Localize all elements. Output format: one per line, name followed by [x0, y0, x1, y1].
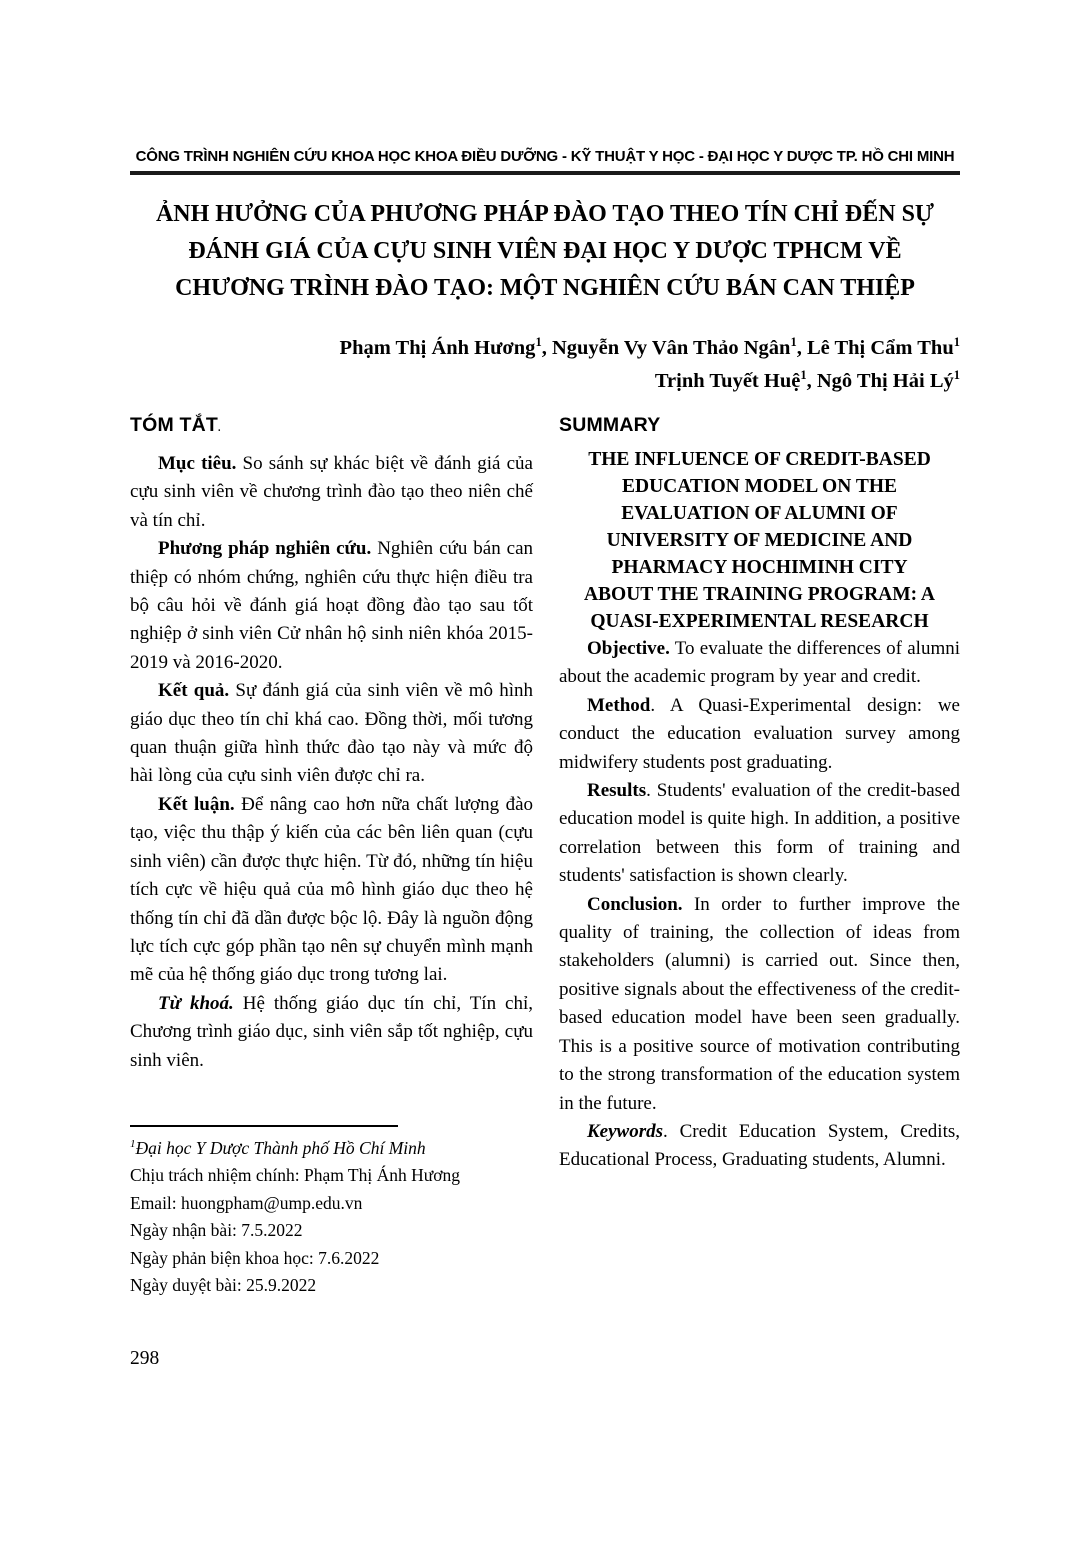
- author-superscript: 1: [790, 335, 797, 350]
- abstract-method-paragraph: [130, 535, 533, 677]
- paragraph-lead: Phương pháp nghiên cứu.: [158, 538, 372, 560]
- page-number: 298: [130, 1348, 160, 1369]
- summary-objective-paragraph: [559, 635, 960, 692]
- summary-method-paragraph: [559, 692, 960, 777]
- author-superscript: 1: [535, 335, 542, 350]
- abstract-heading-text: TÓM TẮT: [130, 414, 219, 436]
- summary-title-line: EDUCATION MODEL ON THE: [621, 476, 898, 497]
- paragraph-lead: Kết quả.: [158, 680, 230, 702]
- abstract-heading-dot: .: [218, 423, 221, 434]
- author-separator: ,: [541, 337, 552, 359]
- author-name: Ngô Thị Hải Lý: [816, 370, 954, 392]
- author-name: Phạm Thị Ánh Hương: [339, 337, 536, 359]
- abstract-heading: [130, 412, 533, 442]
- two-column-body: [130, 412, 960, 1300]
- summary-heading: SUMMARY: [559, 414, 661, 436]
- paragraph-lead: Results: [587, 780, 647, 802]
- footnote-received-date: Ngày nhận bài: 7.5.2022: [130, 1220, 303, 1241]
- author-separator: ,: [796, 337, 807, 359]
- header-rule: [130, 171, 960, 175]
- paragraph-text: . Students' evaluation of the credit-based education model is quite high. In addition, a positive correlation between this form of training and students' satisfaction is shown clearly.: [559, 780, 960, 887]
- author-name: Lê Thị Cẩm Thu: [806, 337, 954, 359]
- article-title-line: ẢNH HƯỞNG CỦA PHƯƠNG PHÁP ĐÀO TẠO THEO TÍN CHỈ ĐẾN SỰ: [155, 201, 935, 227]
- article-title-line: ĐÁNH GIÁ CỦA CỰU SINH VIÊN ĐẠI HỌC Y DƯỢC TPHCM VỀ: [188, 238, 902, 264]
- article-title-line: CHƯƠNG TRÌNH ĐÀO TẠO: MỘT NGHIÊN CỨU BÁN CAN THIỆP: [175, 275, 915, 301]
- abstract-conclusion-paragraph: [130, 791, 533, 990]
- author-name: Nguyễn Vy Vân Thảo Ngân: [551, 337, 791, 359]
- summary-column: [559, 412, 960, 1300]
- footnote-email: Email: huongpham@ump.edu.vn: [130, 1192, 363, 1213]
- footnote-affiliation: [130, 1135, 533, 1163]
- paragraph-text: . Credit Education System, Credits, Educational Process, Graduating students, Alumni.: [559, 1120, 960, 1171]
- summary-results-paragraph: [559, 777, 960, 891]
- journal-header: CÔNG TRÌNH NGHIÊN CỨU KHOA HỌC KHOA ĐIỀU DƯỠNG - KỸ THUẬT Y HỌC - ĐẠI HỌC Y DƯỢC TP. HỒ CHI MINH: [135, 148, 955, 165]
- summary-english-title: [559, 446, 960, 635]
- paragraph-lead: Từ khoá.: [158, 992, 234, 1014]
- author-superscript: 1: [800, 368, 807, 383]
- paragraph-text: So sánh sự khác biệt về đánh giá của cựu sinh viên về chương trình đào tạo theo niên chế và tín chỉ.: [130, 453, 533, 531]
- paragraph-text: Sự đánh giá của sinh viên về mô hình giáo dục theo tín chỉ khá cao. Đồng thời, mối tương quan thuận giữa hình thức đào tạo này và mức độ hài lòng của cựu sinh viên được chỉ ra.: [130, 680, 533, 787]
- footnote-review-date: Ngày phản biện khoa học: 7.6.2022: [130, 1247, 380, 1268]
- authors-block: [130, 332, 960, 398]
- paragraph-text: Hệ thống giáo dục tín chỉ, Tín chỉ, Chương trình giáo dục, sinh viên sắp tốt nghiệp, cựu sinh viên.: [130, 992, 533, 1071]
- summary-title-line: THE INFLUENCE OF CREDIT-BASED: [588, 449, 931, 470]
- author-superscript: 1: [953, 335, 960, 350]
- footnote-accepted-date: Ngày duyệt bài: 25.9.2022: [130, 1275, 317, 1296]
- paragraph-lead: Conclusion.: [587, 893, 683, 915]
- summary-title-line: PHARMACY HOCHIMINH CITY: [611, 557, 908, 578]
- footnote-affiliation-superscript: 1: [130, 1138, 136, 1151]
- author-name: Trịnh Tuyết Huệ: [654, 370, 801, 392]
- author-separator: ,: [806, 370, 817, 392]
- summary-title-line: ABOUT THE TRAINING PROGRAM: A: [583, 584, 936, 605]
- summary-conclusion-paragraph: [559, 891, 960, 1118]
- paragraph-text: Để nâng cao hơn nữa chất lượng đào tạo, việc thu thập ý kiến của các bên liên quan (cựu sinh viên) cần được thực hiện. Từ đó, những tín hiệu tích cực về hiệu quả của mô hình giáo dục theo hệ thống tín chỉ đã dần được bộc lộ. Đây là nguồn động lực tích cực góp phần tạo nên sự chuyển mình mạnh mẽ của hệ thống giáo dục trong tương lai.: [130, 793, 533, 986]
- authors-line-1: [130, 332, 960, 365]
- authors-line-2: [130, 365, 960, 398]
- abstract-objective-paragraph: [130, 450, 533, 535]
- paragraph-lead: Keywords: [587, 1120, 663, 1142]
- paragraph-text: . A Quasi-Experimental design: we conduct the education evaluation survey among midwifery students post graduating.: [559, 694, 960, 773]
- summary-keywords-paragraph: [559, 1118, 960, 1175]
- footnote-affiliation-text: Đại học Y Dược Thành phố Hồ Chí Minh: [135, 1137, 426, 1158]
- abstract-results-paragraph: [130, 677, 533, 791]
- paragraph-lead: Objective.: [587, 638, 670, 659]
- paragraph-lead: Kết luận.: [158, 793, 235, 815]
- paragraph-text: Nghiên cứu bán can thiệp có nhóm chứng, nghiên cứu thực hiện điều tra bộ câu hỏi về đánh giá hoạt đồng đào tạo sau tốt nghiệp ở sinh viên Cử nhân hộ sinh niên khóa 2015-2019 và 2016-2020.: [130, 538, 533, 673]
- summary-title-line: UNIVERSITY OF MEDICINE AND: [606, 530, 913, 551]
- summary-title-line: EVALUATION OF ALUMNI OF: [621, 503, 898, 524]
- paragraph-text: In order to further improve the quality of training, the collection of ideas from stakeholders (alumni) is carried out. Since then, positive signals about the effectiveness of the credit-based education model have been seen gradually. This is a positive source of motivation contributing to the strong transformation of the education system in the future.: [559, 893, 960, 1114]
- footnote-block: [130, 1125, 533, 1300]
- summary-title-line: QUASI-EXPERIMENTAL RESEARCH: [590, 611, 929, 632]
- footnote-corresponding-author: Chịu trách nhiệm chính: Phạm Thị Ánh Hương: [130, 1165, 460, 1186]
- paragraph-text: To evaluate the differences of alumni about the academic program by year and credit.: [559, 638, 960, 688]
- paragraph-lead: Mục tiêu.: [158, 453, 237, 474]
- author-superscript: 1: [953, 368, 960, 383]
- abstract-column: [130, 412, 533, 1300]
- abstract-keywords-paragraph: [130, 990, 533, 1075]
- footnote-rule: [130, 1125, 398, 1127]
- article-title: [118, 196, 972, 307]
- paragraph-lead: Method: [587, 694, 651, 716]
